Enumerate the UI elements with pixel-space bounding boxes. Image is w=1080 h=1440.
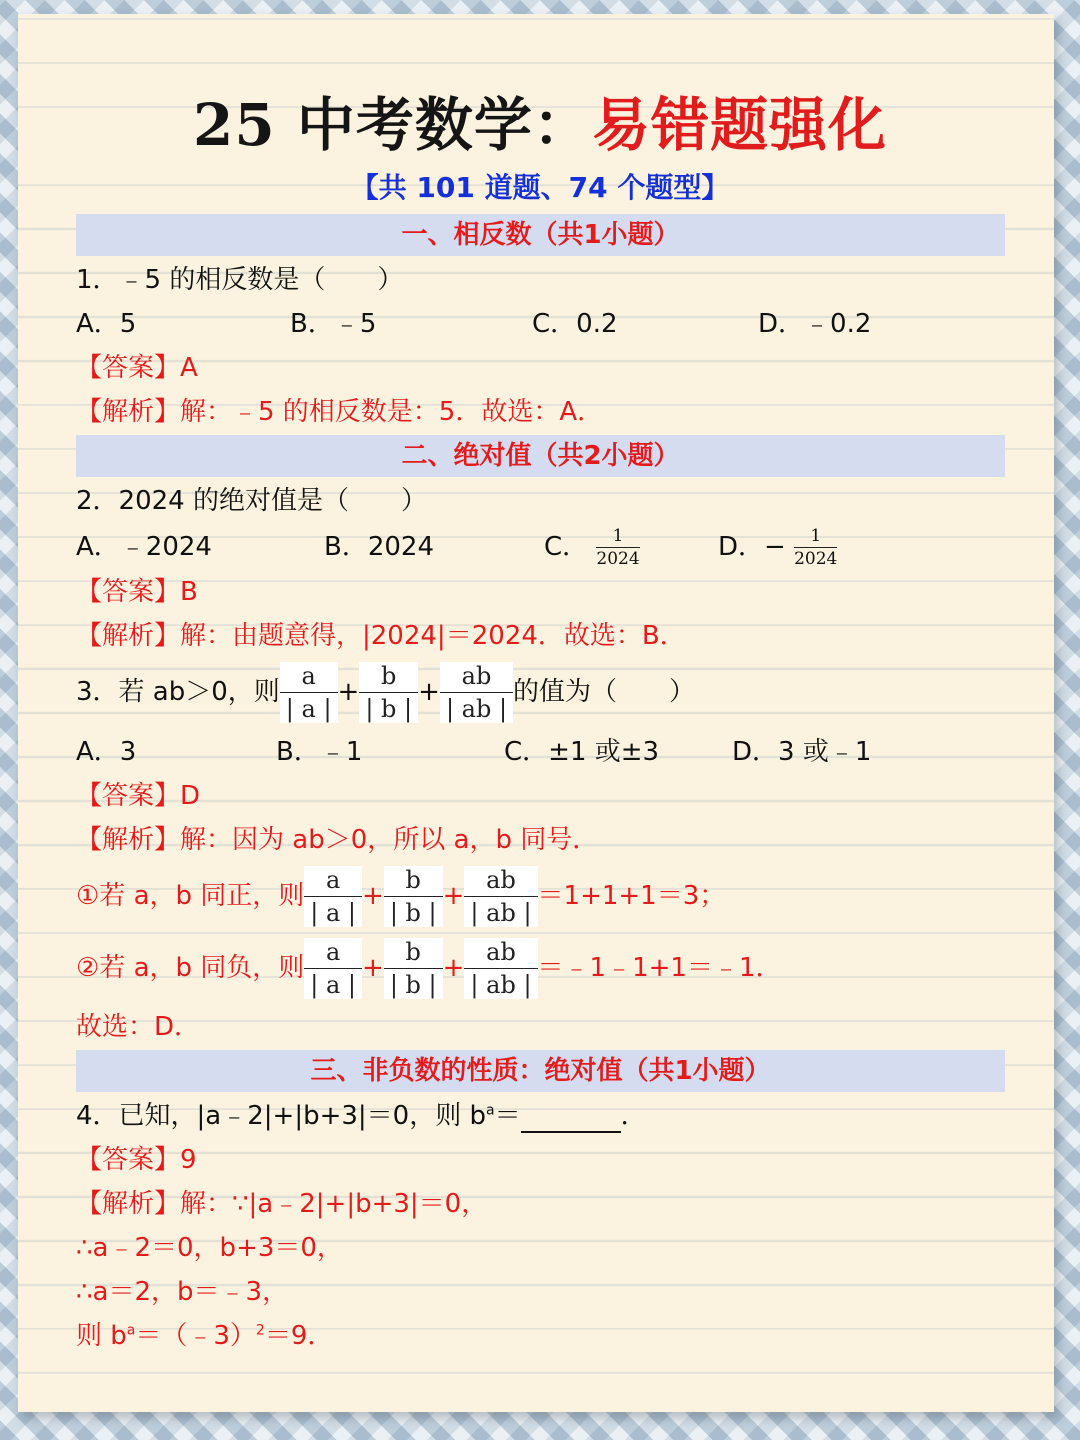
question-3-case-2: ②若 a，b 同负，则 $\frac{a}{| a |}$ + $\frac{b}{| b |}$ + $\frac{ab}{| ab |}$ ＝﹣1﹣1+1＝﹣1． [76,937,782,1000]
question-4-stem: 4．已知，|a﹣2|+|b+3|＝0，则 $b^a=$ ． [76,1101,647,1131]
section-header-1: 一、相反数（共1小题） [76,214,1005,256]
question-1-options [76,302,1006,346]
section-header-2: 二、绝对值（共2小题） [76,435,1005,477]
question-3-stem: 3．若 ab＞0，则 $\frac{a}{| a |}$ + $\frac{b}{| b |}$ + $\frac{ab}{| ab |}$ 的值为（ ） [76,661,696,724]
option-d: D．− $\frac{1}{2024}$ [718,526,838,569]
fraction-b-over-abs-b: $\frac{b}{| b |}$ [359,662,418,724]
option-a: A．﹣2024 [76,532,212,562]
page-subtitle: 【共 101 道题、74 个题型】 [350,171,730,204]
question-4-step-3: 则 $b^a=(﹣3)^2=9$． [76,1321,334,1351]
question-3-case-1: ①若 a，b 同正，则 $\frac{a}{| a |}$ + $\frac{b}{| b |}$ + $\frac{ab}{| ab |}$ ＝1+1+1＝3； [76,865,726,928]
answer-blank [521,1101,621,1133]
fraction-1-over-2024: $\frac{1}{2024}$ [596,526,640,569]
option-d: D．3 或﹣1 [732,737,872,767]
question-1-answer: 【答案】A [76,353,198,383]
fraction-ab-over-abs-ab: $\frac{ab}{| ab |}$ [440,662,513,724]
question-1-stem: 1．﹣5 的相反数是（ ） [76,265,404,295]
fraction-ab-over-abs-ab: $\frac{ab}{| ab |}$ [464,866,537,928]
fraction-neg-1-over-2024: $\frac{1}{2024}$ [794,526,838,569]
page-title: 25 中考数学：易错题强化 [193,91,887,159]
question-2-stem: 2．2024 的绝对值是（ ） [76,486,427,516]
option-c: C．±1 或±3 [504,737,660,767]
section-header-3: 三、非负数的性质：绝对值（共1小题） [76,1050,1005,1092]
fraction-ab-over-abs-ab: $\frac{ab}{| ab |}$ [464,938,537,1000]
option-b: B．﹣1 [276,737,363,767]
fraction-a-over-abs-a: $\frac{a}{| a |}$ [304,938,362,1000]
question-2-options [76,525,1006,569]
question-4-answer: 【答案】9 [76,1145,197,1175]
question-3-analysis: 【解析】解：因为 ab＞0，所以 a，b 同号． [76,825,599,855]
option-a: A．3 [76,737,137,767]
option-a: A．5 [76,309,137,339]
fraction-a-over-abs-a: $\frac{a}{| a |}$ [304,866,362,928]
question-3-answer: 【答案】D [76,781,201,811]
fraction-a-over-abs-a: $\frac{a}{| a |}$ [280,662,338,724]
option-c: C． $\frac{1}{2024}$ [544,526,640,569]
fraction-b-over-abs-b: $\frac{b}{| b |}$ [384,866,443,928]
option-c: C．0.2 [532,309,618,339]
question-2-analysis: 【解析】解：由题意得，|2024|＝2024．故选：B． [76,621,686,651]
fraction-b-over-abs-b: $\frac{b}{| b |}$ [384,938,443,1000]
question-1-analysis: 【解析】解：﹣5 的相反数是：5．故选：A． [76,397,604,427]
question-3-conclusion: 故选：D． [76,1012,201,1042]
question-3-options [76,730,1006,774]
question-4-analysis: 【解析】解：∵|a﹣2|+|b+3|＝0， [76,1189,488,1219]
option-b: B．2024 [324,532,435,562]
question-4-step-2: ∴a＝2，b＝﹣3， [76,1277,289,1307]
question-4-step-1: ∴a﹣2＝0，b+3＝0， [76,1233,343,1263]
question-2-answer: 【答案】B [76,577,198,607]
option-d: D．﹣0.2 [758,309,872,339]
option-b: B．﹣5 [290,309,377,339]
